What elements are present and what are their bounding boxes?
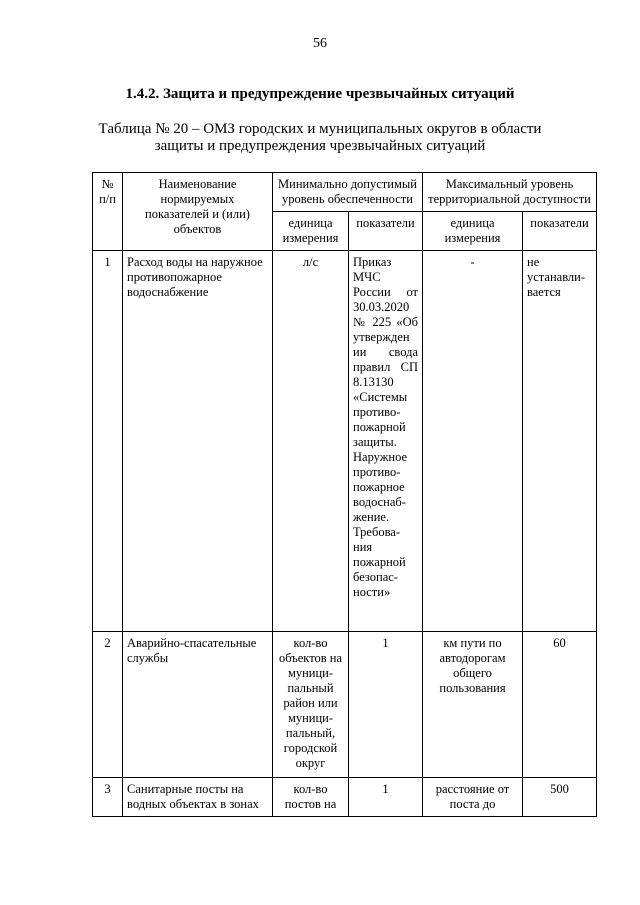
header-max-unit: единица измерения	[423, 212, 523, 251]
row-max-unit: км пути по автодорогам общего пользования	[423, 632, 523, 778]
header-name: Наименование нормируемых показателей и (или) объектов	[123, 173, 273, 251]
row-max-unit: расстояние от поста до	[423, 778, 523, 817]
table-row	[93, 778, 597, 817]
header-min-level: Минимально допустимый уровень обеспеченности	[273, 173, 423, 212]
row-min-value: 1	[349, 778, 423, 817]
table-row	[93, 251, 597, 632]
row-num: 2	[93, 632, 123, 778]
row-min-unit: л/с	[273, 251, 349, 632]
row-min-unit: кол-во объектов на муници-пальный район или муници-пальный, городской округ	[273, 632, 349, 778]
row-name: Аварийно-спасательные службы	[123, 632, 273, 778]
header-num: № п/п	[93, 173, 123, 251]
norms-table	[92, 172, 597, 817]
row-name: Санитарные посты на водных объектах в зонах	[123, 778, 273, 817]
row-min-unit: кол-во постов на	[273, 778, 349, 817]
table-header-row	[93, 173, 597, 212]
header-max-level: Максимальный уровень территориальной доступности	[423, 173, 597, 212]
table-caption-line-2: защиты и предупреждения чрезвычайных ситуаций	[154, 138, 486, 154]
header-max-indicator: показатели	[523, 212, 597, 251]
row-max-unit: -	[423, 251, 523, 632]
row-max-value: не устанавли-вается	[523, 251, 597, 632]
table-caption	[60, 121, 580, 155]
header-min-unit: единица измерения	[273, 212, 349, 251]
section-heading: 1.4.2. Защита и предупреждение чрезвычайных ситуаций	[125, 86, 515, 102]
row-num: 3	[93, 778, 123, 817]
row-min-value: Приказ МЧС России от 30.03.2020 № 225 «Об утвержден ии свода правил СП 8.13130 «Системы противо-пожарной защиты. Наружное противо-пожарное водоснаб-жение. Требова-ния пожарной безопас-ности»	[349, 251, 423, 632]
row-num: 1	[93, 251, 123, 632]
header-min-indicator: показатели	[349, 212, 423, 251]
table-caption-line-1: Таблица № 20 – ОМЗ городских и муниципальных округов в области	[98, 121, 542, 137]
row-max-value: 500	[523, 778, 597, 817]
row-name: Расход воды на наружное противопожарное водоснабжение	[123, 251, 273, 632]
table-row	[93, 632, 597, 778]
page-number: 56	[313, 36, 327, 51]
row-max-value: 60	[523, 632, 597, 778]
row-min-value: 1	[349, 632, 423, 778]
